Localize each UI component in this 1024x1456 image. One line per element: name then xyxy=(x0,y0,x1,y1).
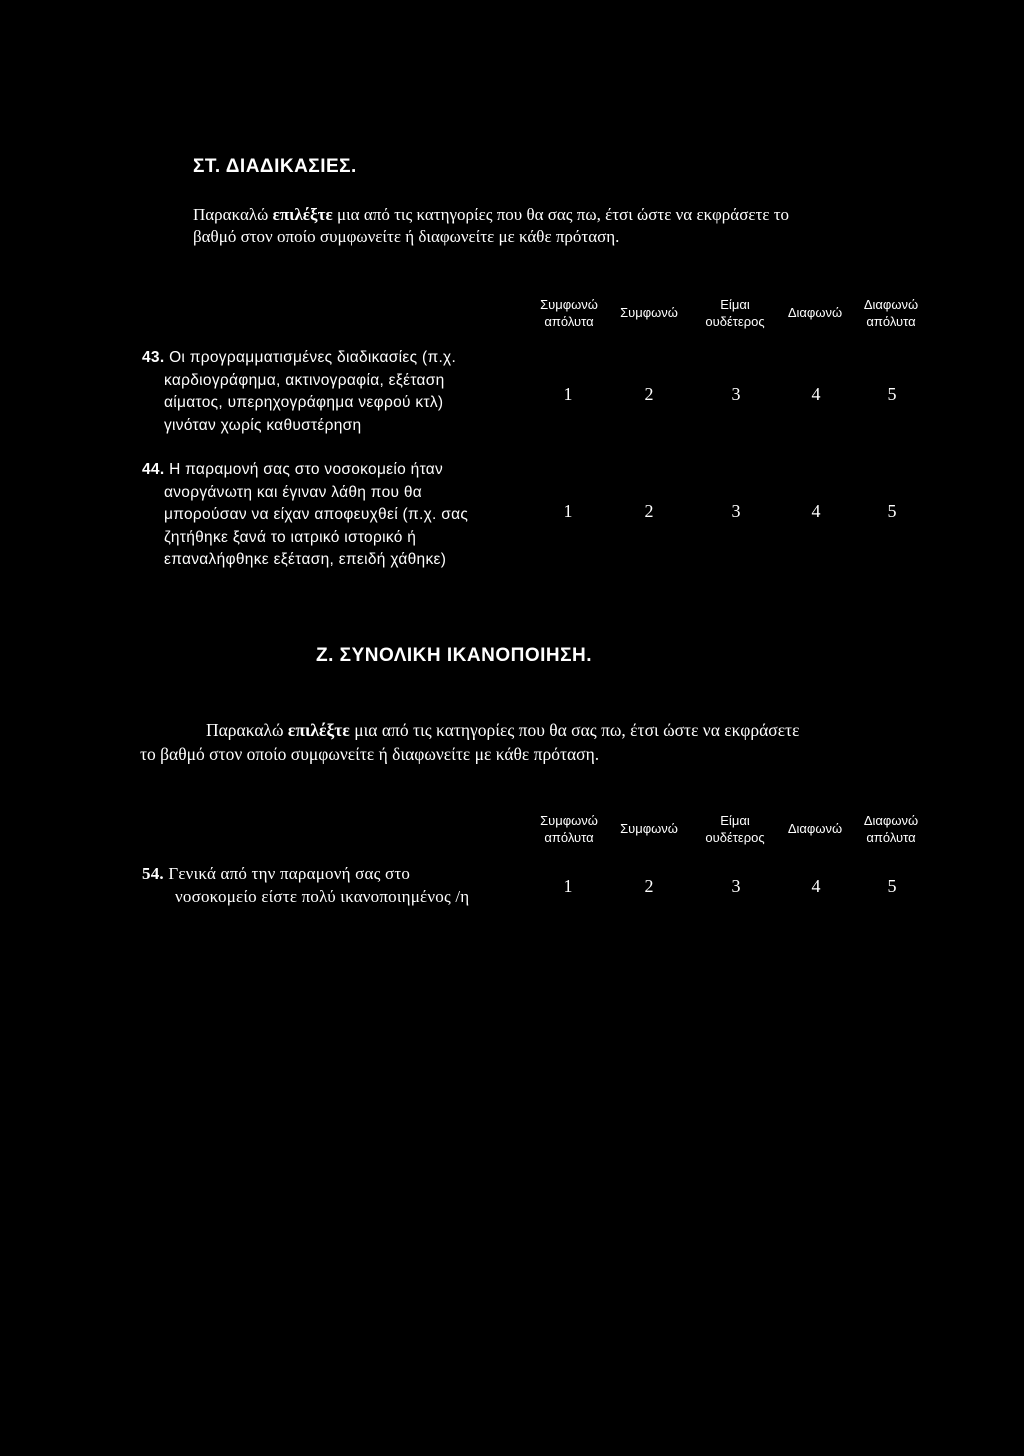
intro-text: το βαθμό στον οποίο συμφωνείτε ή διαφωνείτε με κάθε πρόταση. xyxy=(140,744,600,764)
scale-header-neutral: Είμαι ουδέτερος xyxy=(705,813,765,845)
question-text: 44. Η παραμονή σας στο νοσοκομείο ήταν ανοργάνωτη και έγιναν λάθη που θα μπορούσαν να είχαν αποφευχθεί (π.χ. σας ζητήθηκε ξανά το ιατρικό ιστορικό ή επαναλήφθηκε εξέταση, επειδή χάθηκε) xyxy=(142,461,469,568)
scale-option-2[interactable]: 2 xyxy=(644,876,654,896)
intro-text: Παρακαλώ xyxy=(206,720,288,740)
scale-header-agree: Συμφωνώ xyxy=(620,305,678,320)
scale-header-disagree: Διαφωνώ xyxy=(787,821,843,836)
intro-text: μια από τις κατηγορίες που θα σας πω, έτσι ώστε να εκφράσετε το xyxy=(332,205,790,224)
scale-header-disagree: Διαφωνώ xyxy=(787,305,843,320)
scale-header-strongly-disagree: Διαφωνώ απόλυτα xyxy=(863,297,919,329)
scale-header-strongly-agree: Συμφωνώ απόλυτα xyxy=(540,297,598,329)
section-intro-overall-satisfaction xyxy=(140,718,799,766)
scale-option-3[interactable]: 3 xyxy=(731,501,741,521)
scale-option-4[interactable]: 4 xyxy=(811,501,821,521)
scale-option-3[interactable]: 3 xyxy=(731,384,741,404)
section-title-procedures: ΣΤ. ΔΙΑΔΙΚΑΣΙΕΣ. xyxy=(193,156,357,177)
intro-text: μια από τις κατηγορίες που θα σας πω, έτσι ώστε να εκφράσετε xyxy=(349,720,800,740)
scale-option-2[interactable]: 2 xyxy=(644,501,654,521)
scale-option-1[interactable]: 1 xyxy=(563,501,573,521)
intro-text: βαθμό στον οποίο συμφωνείτε ή διαφωνείτε με κάθε πρόταση. xyxy=(193,227,620,246)
scale-option-1[interactable]: 1 xyxy=(563,876,573,896)
question-text: 43. Οι προγραμματισμένες διαδικασίες (π.χ. καρδιογράφημα, ακτινογραφία, εξέταση αίματος, υπερηχογράφημα νεφρού κτλ) γινόταν χωρίς καθυστέρηση xyxy=(142,349,457,434)
intro-emphasis: επιλέξτε xyxy=(272,205,333,224)
scale-option-1[interactable]: 1 xyxy=(563,384,573,404)
intro-emphasis: επιλέξτε xyxy=(287,720,350,740)
scale-header-strongly-agree: Συμφωνώ απόλυτα xyxy=(540,813,598,845)
question-number: 43. xyxy=(142,349,165,366)
intro-text: Παρακαλώ xyxy=(193,205,273,224)
section-intro-procedures xyxy=(193,204,789,248)
section-title-overall-satisfaction: Ζ. ΣΥΝΟΛΙΚΗ ΙΚΑΝΟΠΟΙΗΣΗ. xyxy=(316,645,593,666)
scale-option-3[interactable]: 3 xyxy=(731,876,741,896)
scale-option-2[interactable]: 2 xyxy=(644,384,654,404)
scale-option-4[interactable]: 4 xyxy=(811,384,821,404)
scale-option-4[interactable]: 4 xyxy=(811,876,821,896)
scale-header-neutral: Είμαι ουδέτερος xyxy=(705,297,765,329)
scale-option-5[interactable]: 5 xyxy=(887,384,897,404)
scale-header-strongly-disagree: Διαφωνώ απόλυτα xyxy=(863,813,919,845)
scale-header-agree: Συμφωνώ xyxy=(620,821,678,836)
question-text: 54. Γενικά από την παραμονή σας στο νοσοκομείο είστε πολύ ικανοποιημένος /η xyxy=(142,864,470,906)
scale-option-5[interactable]: 5 xyxy=(887,501,897,521)
question-number: 44. xyxy=(142,461,165,478)
question-number: 54. xyxy=(142,864,164,883)
scale-option-5[interactable]: 5 xyxy=(887,876,897,896)
